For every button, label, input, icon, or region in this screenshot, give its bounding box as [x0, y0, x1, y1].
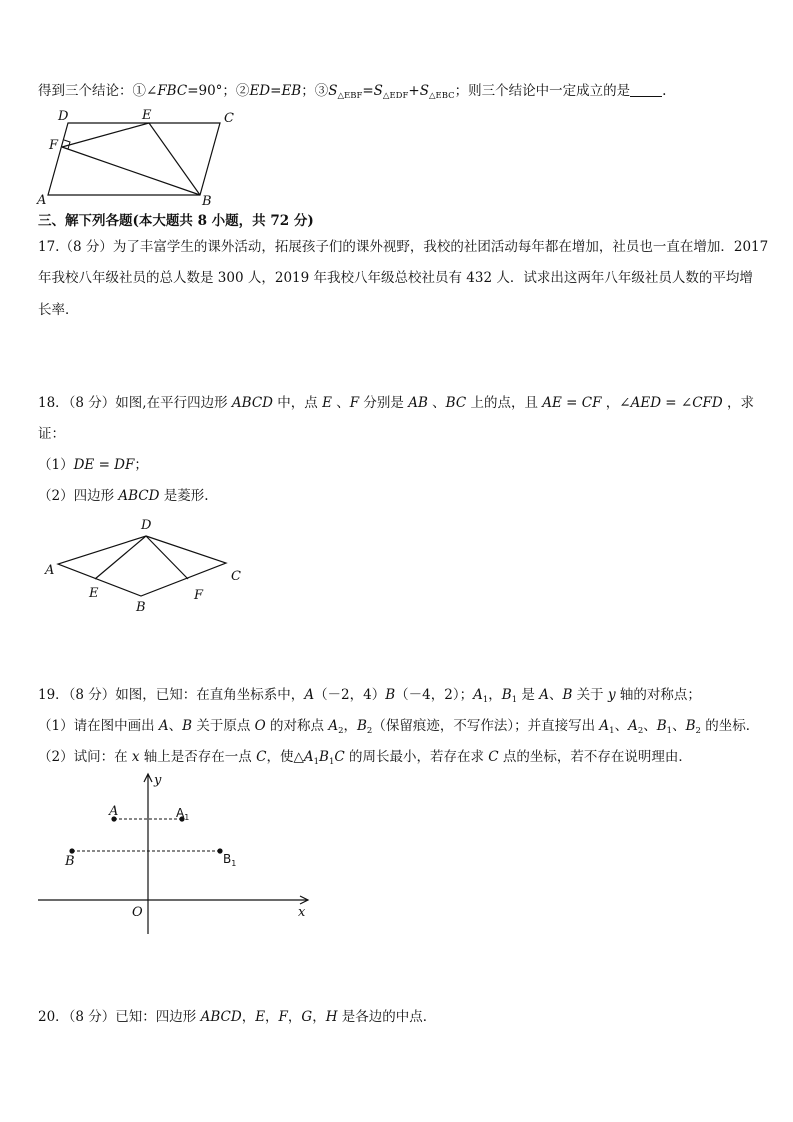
- label-f: F: [49, 138, 59, 153]
- label-a: A: [37, 193, 47, 208]
- segment-df: [146, 536, 188, 579]
- q18-part-2: （2）四边形 ABCD 是菱形.: [38, 488, 209, 504]
- label-c: C: [231, 569, 241, 584]
- segment-ef: [62, 123, 149, 147]
- label-b1: $B_1$: [223, 852, 237, 868]
- q19-line-2: （1）请在图中画出 A、B 关于原点 O 的对称点 $A_2$，$B_2$（保留痕迹，不写作法）；并直接写出 $A_1$、$A_2$、$B_1$、$B_2$ 的坐标．: [38, 718, 760, 736]
- label-origin: O: [132, 905, 143, 920]
- label-d: D: [58, 109, 69, 124]
- q19-line-3: （2）试问：在 x 轴上是否存在一点 C，使$\triangle A_1B_1C$ 的周长最小，若存在求 C 点的坐标，若不存在说明理由．: [38, 749, 692, 767]
- label-d: D: [141, 518, 152, 533]
- label-x: x: [298, 905, 306, 920]
- q18-line-2: 证：: [38, 426, 65, 442]
- section-title: 三、解下列各题(本大题共 8 小题，共 72 分): [38, 213, 314, 229]
- q16-parallelogram-figure: [30, 104, 250, 209]
- label-a: A: [109, 804, 119, 819]
- q19-coordinate-figure: [34, 770, 324, 940]
- parallelogram: [48, 123, 220, 195]
- q17-line-1: 17.（8 分）为了丰富学生的课外活动，拓展孩子们的课外视野，我校的社团活动每年都在增加，社员也一直在增加．2017: [38, 239, 769, 255]
- q17-line-3: 长率．: [38, 302, 79, 318]
- segment-fb: [62, 147, 200, 195]
- point-b1: [217, 848, 222, 853]
- rhombus: [58, 536, 226, 596]
- q20-line-1: 20．（8 分）已知：四边形 ABCD，E，F，G，H 是各边的中点．: [38, 1009, 437, 1025]
- q18-rhombus-figure: [40, 515, 250, 617]
- label-a1: $A_1$: [176, 806, 190, 822]
- point-b: [69, 848, 74, 853]
- segment-eb: [149, 123, 200, 195]
- segment-de: [95, 536, 146, 579]
- q18-part-1: （1）DE = DF；: [38, 457, 148, 473]
- answer-blank[interactable]: [630, 84, 662, 97]
- q16-conclusions: 得到三个结论：①∠FBC=90°；②ED=EB；$③S_{\triangle EBF}=S_{\triangle EDF}+S_{\triangle EBC}$；则三个结论中一定成立的是 .: [38, 83, 667, 101]
- label-e: E: [89, 586, 99, 601]
- q19-line-1: 19．（8 分）如图，已知：在直角坐标系中，A（－2，4）B（－4，2）；$A_1$，$B_1$ 是 A、B 关于 y 轴的对称点；: [38, 687, 701, 705]
- label-c: C: [224, 111, 234, 126]
- label-b: B: [65, 854, 75, 869]
- label-e: E: [142, 108, 152, 123]
- q18-line-1: 18．（8 分）如图,在平行四边形 ABCD 中，点 E 、F 分别是 AB 、BC 上的点，且 AE = CF ，∠AED = ∠CFD ，求: [38, 395, 755, 411]
- label-b: B: [136, 600, 146, 615]
- q17-line-2: 年我校八年级社员的总人数是 300 人，2019 年我校八年级总校社员有 432 人．试求出这两年八年级社员人数的平均增: [38, 270, 753, 286]
- label-b: B: [202, 194, 212, 209]
- label-a: A: [45, 563, 55, 578]
- label-f: F: [194, 588, 204, 603]
- label-y: y: [154, 773, 162, 788]
